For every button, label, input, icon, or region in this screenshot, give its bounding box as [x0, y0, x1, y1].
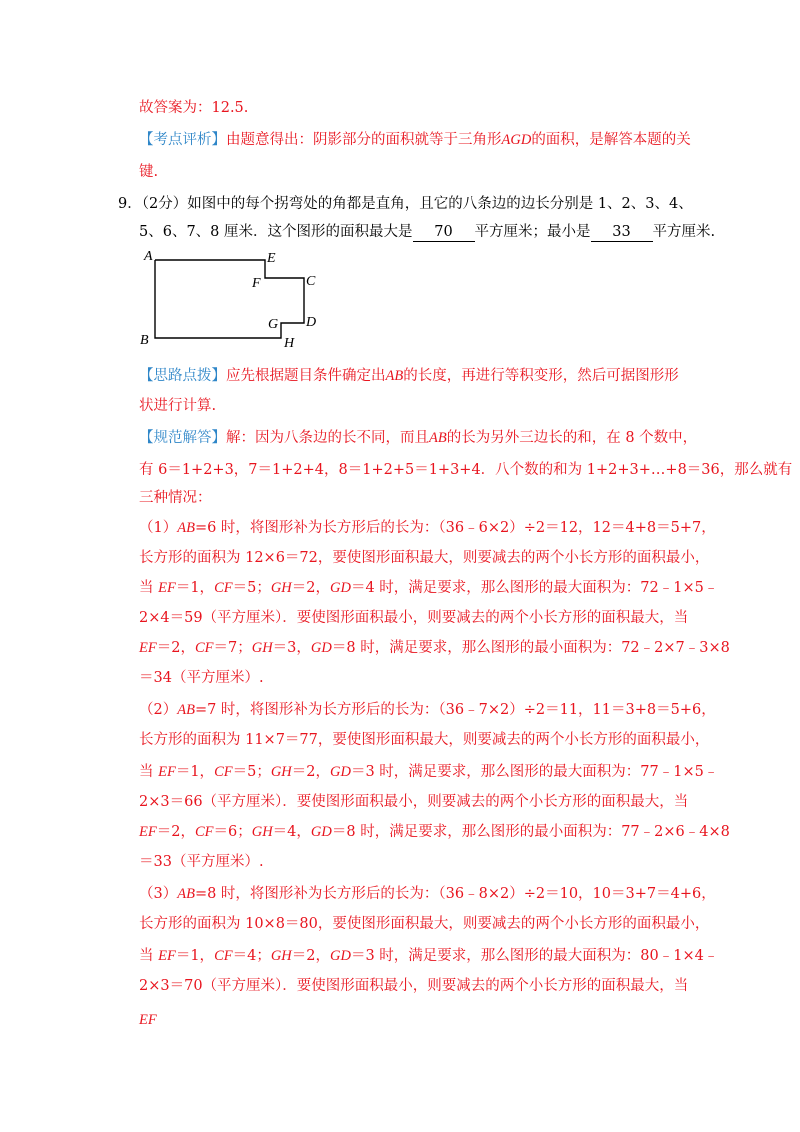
case3-line-5	[139, 1010, 157, 1030]
case1-l3-e: ＝4 时，满足要求，那么图形的最大面积为：72﹣1×5﹣	[350, 580, 719, 596]
answer-end: .	[243, 100, 249, 116]
review-tag: 【考点评析】	[139, 132, 226, 148]
case2-l5-b: ＝6；	[213, 824, 252, 840]
case1-l3-c: ＝5；	[232, 580, 271, 596]
case1-l5-v2: CF	[194, 640, 214, 656]
hint-line-1	[139, 366, 679, 386]
case1-line-6: ＝34（平方厘米）.	[139, 670, 264, 686]
case3-line-1	[139, 884, 716, 904]
problem-text-2a: 5、6、7、8 厘米．这个图形的面积最大是	[139, 224, 413, 240]
hint-tag: 【思路点拨】	[139, 368, 226, 384]
polygon-figure	[138, 248, 328, 350]
case1-line-3	[139, 578, 718, 598]
case1-l3-b: ＝1，	[175, 580, 215, 596]
case2-num: （2）	[139, 702, 178, 718]
hint-var: AB	[385, 368, 404, 384]
case2-l3-c: ＝5；	[232, 764, 271, 780]
case2-line-2: 长方形的面积为 11×7＝77，要使图形面积最大，则要减去的两个小长方形的面积最小，	[139, 732, 710, 748]
solution-line-2: 有 6＝1+2+3，7＝1+2+4，8＝1+2+5＝1+3+4．八个数的和为 1+2+3+…+8＝36，那么就有	[139, 462, 793, 478]
case3-l3-b: ＝1，	[175, 948, 215, 964]
case3-l3-a: 当	[139, 948, 159, 964]
label-b: B	[140, 333, 149, 348]
case2-l3-a: 当	[139, 764, 159, 780]
solution-tag: 【规范解答】	[139, 430, 226, 446]
case2-line-3	[139, 762, 718, 782]
case1-text: =6 时，将图形补为长方形后的长为：（36﹣6×2）÷2＝12，12＝4+8＝5+7，	[194, 520, 716, 536]
solution-text-b: 的长为另外三边长的和，在 8 个数中，	[446, 430, 698, 446]
label-c: C	[306, 274, 316, 289]
case2-l3-v1: EF	[158, 764, 176, 780]
label-h: H	[284, 336, 295, 350]
case1-line-4: 2×4＝59（平方厘米）．要使图形面积最小，则要减去的两个小长方形的面积最大，当	[139, 610, 689, 626]
hint-text-b: 的长度，再进行等积变形，然后可据图形形	[403, 368, 679, 384]
case2-line-1	[139, 700, 716, 720]
review-line-1	[139, 130, 691, 150]
case2-l5-v3: GH	[251, 824, 273, 840]
answer-line	[139, 98, 248, 118]
max-answer-blank: 70	[413, 223, 475, 242]
solution-line-3: 三种情况：	[139, 490, 212, 506]
case1-l3-v1: EF	[158, 580, 176, 596]
case3-l3-d: ＝2，	[291, 948, 331, 964]
case3-text: =8 时，将图形补为长方形后的长为：（36﹣8×2）÷2＝10，10＝3+7＝4+6，	[194, 886, 716, 902]
case1-l3-v4: GD	[330, 580, 351, 596]
case2-l5-c: ＝4，	[272, 824, 311, 840]
case3-l3-v3: GH	[270, 948, 292, 964]
case2-l5-v4: GD	[310, 824, 332, 840]
case1-var: AB	[177, 520, 195, 536]
case1-l3-v2: CF	[214, 580, 233, 596]
review-line-2: 键.	[139, 164, 159, 180]
case3-l3-c: ＝4；	[232, 948, 271, 964]
case3-l5-v: EF	[139, 1012, 157, 1028]
problem-line-2	[139, 222, 715, 242]
case3-var: AB	[177, 886, 195, 902]
problem-score: （2分）	[141, 196, 188, 212]
case1-l5-a: ＝2，	[156, 640, 195, 656]
label-g: G	[268, 317, 279, 332]
case1-l5-v1: EF	[139, 640, 157, 656]
problem-text-2c: 平方厘米.	[652, 224, 716, 240]
case2-text: =7 时，将图形补为长方形后的长为：（36﹣7×2）÷2＝11，11＝3+8＝5+6，	[194, 702, 716, 718]
problem-text-2b: 平方厘米；最小是	[474, 224, 591, 240]
case1-l5-b: ＝7；	[213, 640, 252, 656]
case3-num: （3）	[139, 886, 178, 902]
review-text-a: 由题意得出：阴影部分的面积就等于三角形	[226, 132, 502, 148]
figure-outline	[155, 260, 304, 338]
hint-line-2: 状进行计算.	[139, 398, 217, 414]
review-var: AGD	[501, 132, 532, 148]
case1-line-2: 长方形的面积为 12×6＝72，要使图形面积最大，则要减去的两个小长方形的面积最小，	[139, 550, 710, 566]
case2-l5-a: ＝2，	[156, 824, 195, 840]
case2-l5-v1: EF	[139, 824, 157, 840]
case3-line-3	[139, 946, 718, 966]
case1-l5-d: ＝8 时，满足要求，那么图形的最小面积为：72﹣2×7﹣3×8	[331, 640, 730, 656]
label-f: F	[252, 276, 261, 291]
case1-l5-c: ＝3，	[272, 640, 311, 656]
case2-line-5	[139, 822, 730, 842]
solution-line-1	[139, 428, 697, 448]
case3-l3-v1: EF	[158, 948, 176, 964]
case3-l3-v2: CF	[214, 948, 233, 964]
problem-line-1	[118, 194, 693, 214]
review-text-b: 的面积，是解答本题的关	[531, 132, 691, 148]
case2-l3-b: ＝1，	[175, 764, 215, 780]
solution-text-a: 解：因为八条边的长不同，而且	[226, 430, 429, 446]
case1-num: （1）	[139, 520, 178, 536]
case1-l3-d: ＝2，	[291, 580, 331, 596]
label-a: A	[144, 249, 153, 264]
case1-l3-v3: GH	[270, 580, 292, 596]
case2-line-4: 2×3＝66（平方厘米）．要使图形面积最小，则要减去的两个小长方形的面积最大，当	[139, 794, 689, 810]
min-answer-blank: 33	[591, 223, 653, 242]
case3-l3-e: ＝3 时，满足要求，那么图形的最大面积为：80﹣1×4﹣	[350, 948, 719, 964]
problem-number: 9．	[118, 196, 142, 212]
case2-l3-v2: CF	[214, 764, 233, 780]
label-d: D	[306, 315, 317, 330]
case2-l5-v2: CF	[194, 824, 214, 840]
case2-var: AB	[177, 702, 195, 718]
problem-text-1: 如图中的每个拐弯处的角都是直角，且它的八条边的边长分别是 1、2、3、4、	[187, 196, 693, 212]
label-e: E	[267, 251, 276, 266]
case3-l3-v4: GD	[330, 948, 351, 964]
case1-l5-v3: GH	[251, 640, 273, 656]
case3-line-4: 2×3＝70（平方厘米）．要使图形面积最小，则要减去的两个小长方形的面积最大，当	[139, 978, 689, 994]
answer-label: 故答案为：	[139, 100, 212, 116]
case1-l3-a: 当	[139, 580, 159, 596]
hint-text-a: 应先根据题目条件确定出	[226, 368, 386, 384]
case2-l5-d: ＝8 时，满足要求，那么图形的最小面积为：77﹣2×6﹣4×8	[331, 824, 730, 840]
case1-l5-v4: GD	[310, 640, 332, 656]
case2-l3-e: ＝3 时，满足要求，那么图形的最大面积为：77﹣1×5﹣	[350, 764, 719, 780]
case2-line-6: ＝33（平方厘米）.	[139, 854, 264, 870]
case1-line-1	[139, 518, 716, 538]
case1-line-5	[139, 638, 730, 658]
answer-value: 12.5	[211, 100, 244, 116]
solution-var: AB	[429, 430, 447, 446]
case2-l3-v3: GH	[270, 764, 292, 780]
case2-l3-d: ＝2，	[291, 764, 331, 780]
case2-l3-v4: GD	[330, 764, 351, 780]
case3-line-2: 长方形的面积为 10×8＝80，要使图形面积最大，则要减去的两个小长方形的面积最小，	[139, 916, 710, 932]
